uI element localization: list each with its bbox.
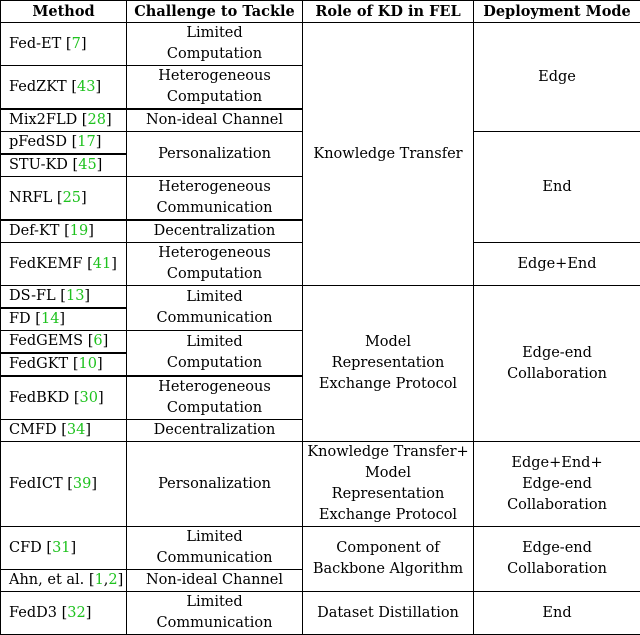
citation-link[interactable]: 30 bbox=[80, 390, 98, 406]
challenge-cell bbox=[127, 527, 303, 570]
method-cell: FedGEMS [6] bbox=[1, 331, 127, 354]
role-line: Exchange Protocol bbox=[319, 376, 457, 392]
role-line: Model Representation bbox=[332, 334, 445, 371]
method-name: FedICT bbox=[9, 476, 63, 492]
method-name: FedD3 bbox=[9, 605, 57, 621]
method-cell: FedKEMF [41] bbox=[1, 243, 127, 286]
citation-link[interactable]: 7 bbox=[72, 36, 81, 52]
challenge-cell bbox=[127, 132, 303, 177]
citation-link[interactable]: 6 bbox=[93, 333, 102, 349]
role-line: Dataset Distillation bbox=[317, 605, 459, 621]
citation-link[interactable]: 45 bbox=[78, 157, 96, 173]
method-name: NRFL bbox=[9, 190, 52, 206]
table-row bbox=[1, 442, 640, 470]
citation-link[interactable]: 28 bbox=[87, 112, 105, 128]
header-role: Role of KD in FEL bbox=[303, 1, 474, 23]
citation-link[interactable]: 19 bbox=[70, 223, 88, 239]
citation-link[interactable]: 31 bbox=[52, 540, 70, 556]
challenge-line: Heterogeneous bbox=[158, 179, 271, 195]
method-name: DS-FL bbox=[9, 288, 56, 304]
challenge-line: Limited bbox=[186, 594, 242, 610]
method-cell: pFedSD [17] bbox=[1, 132, 127, 155]
table-row bbox=[1, 23, 640, 45]
mode-line: Edge bbox=[538, 69, 576, 85]
citation-link[interactable]: 13 bbox=[66, 288, 84, 304]
challenge-line: Computation bbox=[167, 266, 262, 282]
challenge-line: Heterogeneous bbox=[158, 68, 271, 84]
method-cell: CMFD [34] bbox=[1, 420, 127, 442]
method-cell: Mix2FLD [28] bbox=[1, 109, 127, 132]
challenge-cell bbox=[127, 109, 303, 132]
mode-cell bbox=[474, 442, 640, 527]
challenge-line: Non-ideal Channel bbox=[146, 572, 283, 588]
method-cell: Def-KT [19] bbox=[1, 220, 127, 243]
method-name: Fed-ET bbox=[9, 36, 61, 52]
method-cell: FedICT [39] bbox=[1, 442, 127, 527]
role-line: Exchange Protocol bbox=[319, 507, 457, 523]
challenge-line: Heterogeneous bbox=[158, 379, 271, 395]
challenge-cell bbox=[127, 286, 303, 331]
method-name: FedZKT bbox=[9, 79, 67, 95]
header-method: Method bbox=[1, 1, 127, 23]
method-cell: STU-KD [45] bbox=[1, 154, 127, 177]
challenge-line: Computation bbox=[167, 400, 262, 416]
citation-link[interactable]: 17 bbox=[77, 134, 95, 150]
challenge-line: Communication bbox=[157, 310, 273, 326]
method-cell: FedGKT [10] bbox=[1, 353, 127, 376]
challenge-cell bbox=[127, 220, 303, 243]
mode-line: Collaboration bbox=[507, 561, 607, 577]
mode-cell bbox=[474, 592, 640, 635]
challenge-line: Personalization bbox=[158, 146, 271, 162]
mode-line: End bbox=[542, 179, 571, 195]
role-cell bbox=[303, 23, 474, 286]
role-line: Model Representation bbox=[332, 465, 445, 502]
challenge-line: Limited bbox=[186, 529, 242, 545]
method-cell: CFD [31] bbox=[1, 527, 127, 570]
role-line: Component of bbox=[336, 540, 439, 556]
method-name: Def-KT bbox=[9, 223, 59, 239]
challenge-cell bbox=[127, 442, 303, 527]
mode-line: Edge-end bbox=[522, 345, 592, 361]
citation-link[interactable]: 41 bbox=[93, 256, 111, 272]
mode-line: Edge-end bbox=[522, 540, 592, 556]
mode-line: End bbox=[542, 605, 571, 621]
challenge-line: Computation bbox=[167, 89, 262, 105]
mode-cell bbox=[474, 132, 640, 243]
method-cell: FedD3 [32] bbox=[1, 592, 127, 635]
challenge-line: Personalization bbox=[158, 476, 271, 492]
citation-link[interactable]: 34 bbox=[67, 422, 85, 438]
citation-link[interactable]: 2 bbox=[108, 572, 117, 588]
challenge-line: Limited bbox=[186, 25, 242, 41]
citation-link[interactable]: 25 bbox=[63, 190, 81, 206]
mode-line: Collaboration bbox=[507, 497, 607, 513]
citation-link[interactable]: 10 bbox=[79, 356, 97, 372]
method-name: FedBKD bbox=[9, 390, 69, 406]
challenge-line: Heterogeneous bbox=[158, 245, 271, 261]
method-name: FedKEMF bbox=[9, 256, 82, 272]
mode-cell bbox=[474, 23, 640, 132]
role-cell bbox=[303, 592, 474, 635]
method-name: FedGEMS bbox=[9, 333, 83, 349]
citation-link[interactable]: 32 bbox=[67, 605, 85, 621]
challenge-line: Limited bbox=[186, 289, 242, 305]
header-mode: Deployment Mode bbox=[474, 1, 640, 23]
method-cell: DS-FL [13] bbox=[1, 286, 127, 309]
method-cell: Fed-ET [7] bbox=[1, 23, 127, 66]
mode-cell bbox=[474, 527, 640, 592]
challenge-cell bbox=[127, 66, 303, 110]
challenge-line: Decentralization bbox=[154, 422, 276, 438]
challenge-line: Non-ideal Channel bbox=[146, 112, 283, 128]
mode-line: Edge+End+ bbox=[511, 455, 602, 471]
challenge-cell bbox=[127, 177, 303, 221]
table-row bbox=[1, 527, 640, 549]
challenge-line: Computation bbox=[167, 355, 262, 371]
method-cell: NRFL [25] bbox=[1, 177, 127, 221]
method-name: FedGKT bbox=[9, 356, 68, 372]
header-row bbox=[1, 1, 640, 23]
method-name: CMFD bbox=[9, 422, 57, 438]
challenge-line: Limited bbox=[186, 334, 242, 350]
challenge-cell bbox=[127, 592, 303, 635]
role-line: Knowledge Transfer bbox=[313, 146, 462, 162]
method-name: FD bbox=[9, 311, 31, 327]
challenge-line: Computation bbox=[167, 46, 262, 62]
role-line: Backbone Algorithm bbox=[313, 561, 463, 577]
method-name: STU-KD bbox=[9, 157, 68, 173]
method-cell: Ahn, et al. [1,2] bbox=[1, 570, 127, 592]
method-cell: FedBKD [30] bbox=[1, 376, 127, 420]
role-cell bbox=[303, 527, 474, 592]
challenge-cell bbox=[127, 570, 303, 592]
challenge-cell bbox=[127, 331, 303, 377]
method-name: pFedSD bbox=[9, 134, 67, 150]
method-cell: FedZKT [43] bbox=[1, 66, 127, 110]
challenge-line: Decentralization bbox=[154, 223, 276, 239]
mode-cell bbox=[474, 286, 640, 442]
method-name: CFD bbox=[9, 540, 42, 556]
method-name: Mix2FLD bbox=[9, 112, 77, 128]
citation-link[interactable]: 1 bbox=[95, 572, 104, 588]
challenge-cell bbox=[127, 376, 303, 420]
table-row bbox=[1, 286, 640, 309]
challenge-line: Communication bbox=[157, 200, 273, 216]
mode-line: Collaboration bbox=[507, 366, 607, 382]
table-row bbox=[1, 592, 640, 614]
method-cell: FD [14] bbox=[1, 308, 127, 331]
citation-link[interactable]: 43 bbox=[77, 79, 95, 95]
mode-line: Edge-end bbox=[522, 476, 592, 492]
challenge-cell bbox=[127, 23, 303, 66]
role-cell bbox=[303, 442, 474, 527]
citation-link[interactable]: 39 bbox=[73, 476, 91, 492]
mode-cell bbox=[474, 243, 640, 286]
role-line: Knowledge Transfer+ bbox=[307, 444, 468, 460]
role-cell bbox=[303, 286, 474, 442]
challenge-cell bbox=[127, 420, 303, 442]
challenge-line: Communication bbox=[157, 615, 273, 631]
header-challenge: Challenge to Tackle bbox=[127, 1, 303, 23]
mode-line: Edge+End bbox=[517, 256, 596, 272]
challenge-line: Communication bbox=[157, 550, 273, 566]
method-name: Ahn, et al. bbox=[9, 572, 84, 588]
citation-link[interactable]: 14 bbox=[41, 311, 59, 327]
challenge-cell bbox=[127, 243, 303, 286]
